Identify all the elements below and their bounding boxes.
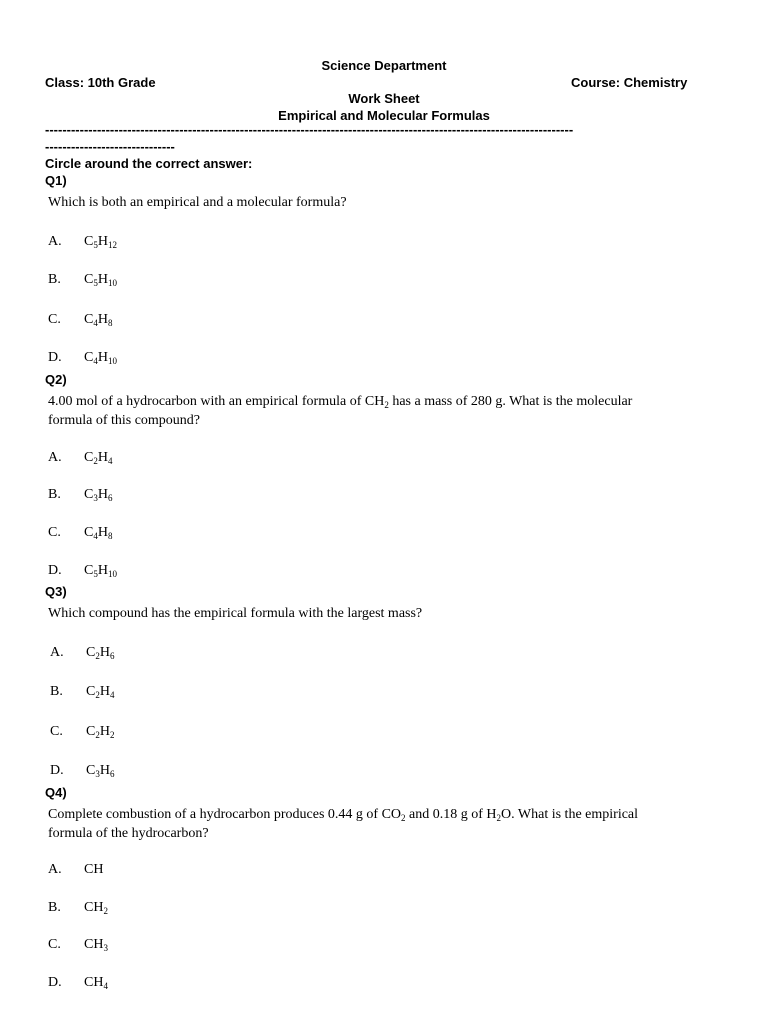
answer-option[interactable] — [50, 763, 114, 779]
option-formula: $C_4H_8$ — [84, 312, 113, 328]
subscript: 2 — [109, 730, 115, 740]
option-letter: A. — [48, 450, 62, 465]
option-letter: D. — [48, 975, 62, 990]
option-letter: C. — [48, 525, 61, 540]
subscript: 4 — [93, 356, 98, 366]
option-letter: D. — [50, 763, 64, 778]
answer-option[interactable] — [50, 724, 114, 740]
option-formula: $C_4H_8$ — [84, 525, 113, 541]
answer-option[interactable] — [50, 684, 114, 700]
subscript: 6 — [107, 493, 113, 503]
course-label: Course: Chemistry — [571, 75, 688, 90]
subscript: 10 — [107, 356, 117, 366]
option-formula: $C_4H_{10}$ — [84, 350, 117, 366]
option-letter: D. — [48, 350, 62, 365]
subscript: 2 — [103, 906, 108, 916]
question-label: Q3) — [45, 584, 67, 599]
answer-option[interactable] — [48, 272, 117, 288]
subscript: 4 — [103, 981, 108, 991]
subscript: 2 — [496, 813, 502, 823]
option-formula: $C_2H_2$ — [86, 724, 115, 740]
subscript: 3 — [103, 943, 108, 953]
subscript: 2 — [401, 813, 406, 823]
option-letter: D. — [48, 563, 62, 578]
answer-option[interactable] — [48, 563, 117, 579]
subscript: 10 — [107, 278, 117, 288]
subscript: 2 — [95, 730, 100, 740]
answer-option[interactable] — [50, 645, 114, 661]
option-formula: $CH_3$ — [84, 937, 108, 953]
subscript: 8 — [107, 531, 113, 541]
question-label: Q4) — [45, 785, 67, 800]
worksheet-title: Empirical and Molecular Formulas — [278, 108, 490, 123]
subscript: 3 — [95, 769, 100, 779]
subscript: 4 — [93, 531, 98, 541]
option-formula: $CH_4$ — [84, 975, 108, 991]
question-text: 4.00 mol of a hydrocarbon with an empirical formula of $CH_2$ has a mass of 280 g. What is the molecular formula of this compound? — [48, 394, 633, 428]
department-heading: Science Department — [321, 58, 447, 73]
question-label: Q1) — [45, 173, 67, 188]
option-letter: B. — [48, 272, 61, 287]
divider-line-continued: ------------------------------ — [45, 139, 175, 154]
question-text: Which is both an empirical and a molecular formula? — [48, 195, 347, 210]
answer-option[interactable] — [48, 862, 103, 878]
subscript: 4 — [93, 318, 98, 328]
option-letter: C. — [48, 937, 61, 952]
subscript: 2 — [384, 400, 389, 410]
option-formula: $C_2H_6$ — [86, 645, 115, 661]
option-formula: $C_5H_{12}$ — [84, 234, 117, 250]
answer-option[interactable] — [48, 450, 112, 466]
subscript: 10 — [107, 569, 117, 579]
answer-option[interactable] — [48, 937, 108, 953]
worksheet-heading: Work Sheet — [348, 91, 420, 106]
subscript: 5 — [93, 569, 98, 579]
option-formula: $C_3H_6$ — [84, 487, 113, 503]
question-text: Complete combustion of a hydrocarbon produces 0.44 g of $CO_2$ and 0.18 g of $H_2O$. What is the empirical formula of the hydrocarbon? — [48, 807, 639, 841]
option-formula: CH — [84, 862, 104, 877]
option-formula: $C_5H_{10}$ — [84, 563, 117, 579]
subscript: 5 — [93, 240, 98, 250]
option-letter: C. — [50, 724, 63, 739]
question-label: Q2) — [45, 372, 67, 387]
option-formula: $C_5H_{10}$ — [84, 272, 117, 288]
divider-line: -------------------------------------------------------------------------------------------------------------------------- — [45, 122, 574, 137]
subscript: 2 — [95, 690, 100, 700]
subscript: 6 — [109, 651, 115, 661]
answer-option[interactable] — [48, 487, 112, 503]
answer-option[interactable] — [48, 312, 112, 328]
answer-option[interactable] — [48, 350, 117, 366]
answer-option[interactable] — [48, 900, 108, 916]
question-text: Which compound has the empirical formula with the largest mass? — [48, 606, 423, 621]
subscript: 2 — [95, 651, 100, 661]
subscript: 3 — [93, 493, 98, 503]
option-formula: $C_3H_6$ — [86, 763, 115, 779]
answer-option[interactable] — [48, 975, 108, 991]
subscript: 6 — [109, 769, 115, 779]
subscript: 4 — [109, 690, 115, 700]
option-formula: $CH_2$ — [84, 900, 108, 916]
option-letter: A. — [50, 645, 64, 660]
subscript: 5 — [93, 278, 98, 288]
option-formula: $C_2H_4$ — [84, 450, 113, 466]
option-letter: B. — [48, 487, 61, 502]
answer-option[interactable] — [48, 234, 117, 250]
option-letter: C. — [48, 312, 61, 327]
answer-option[interactable] — [48, 525, 112, 541]
option-letter: B. — [50, 684, 63, 699]
subscript: 12 — [107, 240, 117, 250]
instructions: Circle around the correct answer: — [45, 156, 253, 171]
option-formula: $C_2H_4$ — [86, 684, 115, 700]
option-letter: A. — [48, 862, 62, 877]
class-label: Class: 10th Grade — [45, 75, 156, 90]
subscript: 8 — [107, 318, 113, 328]
subscript: 4 — [107, 456, 113, 466]
subscript: 2 — [93, 456, 98, 466]
option-letter: B. — [48, 900, 61, 915]
option-letter: A. — [48, 234, 62, 249]
